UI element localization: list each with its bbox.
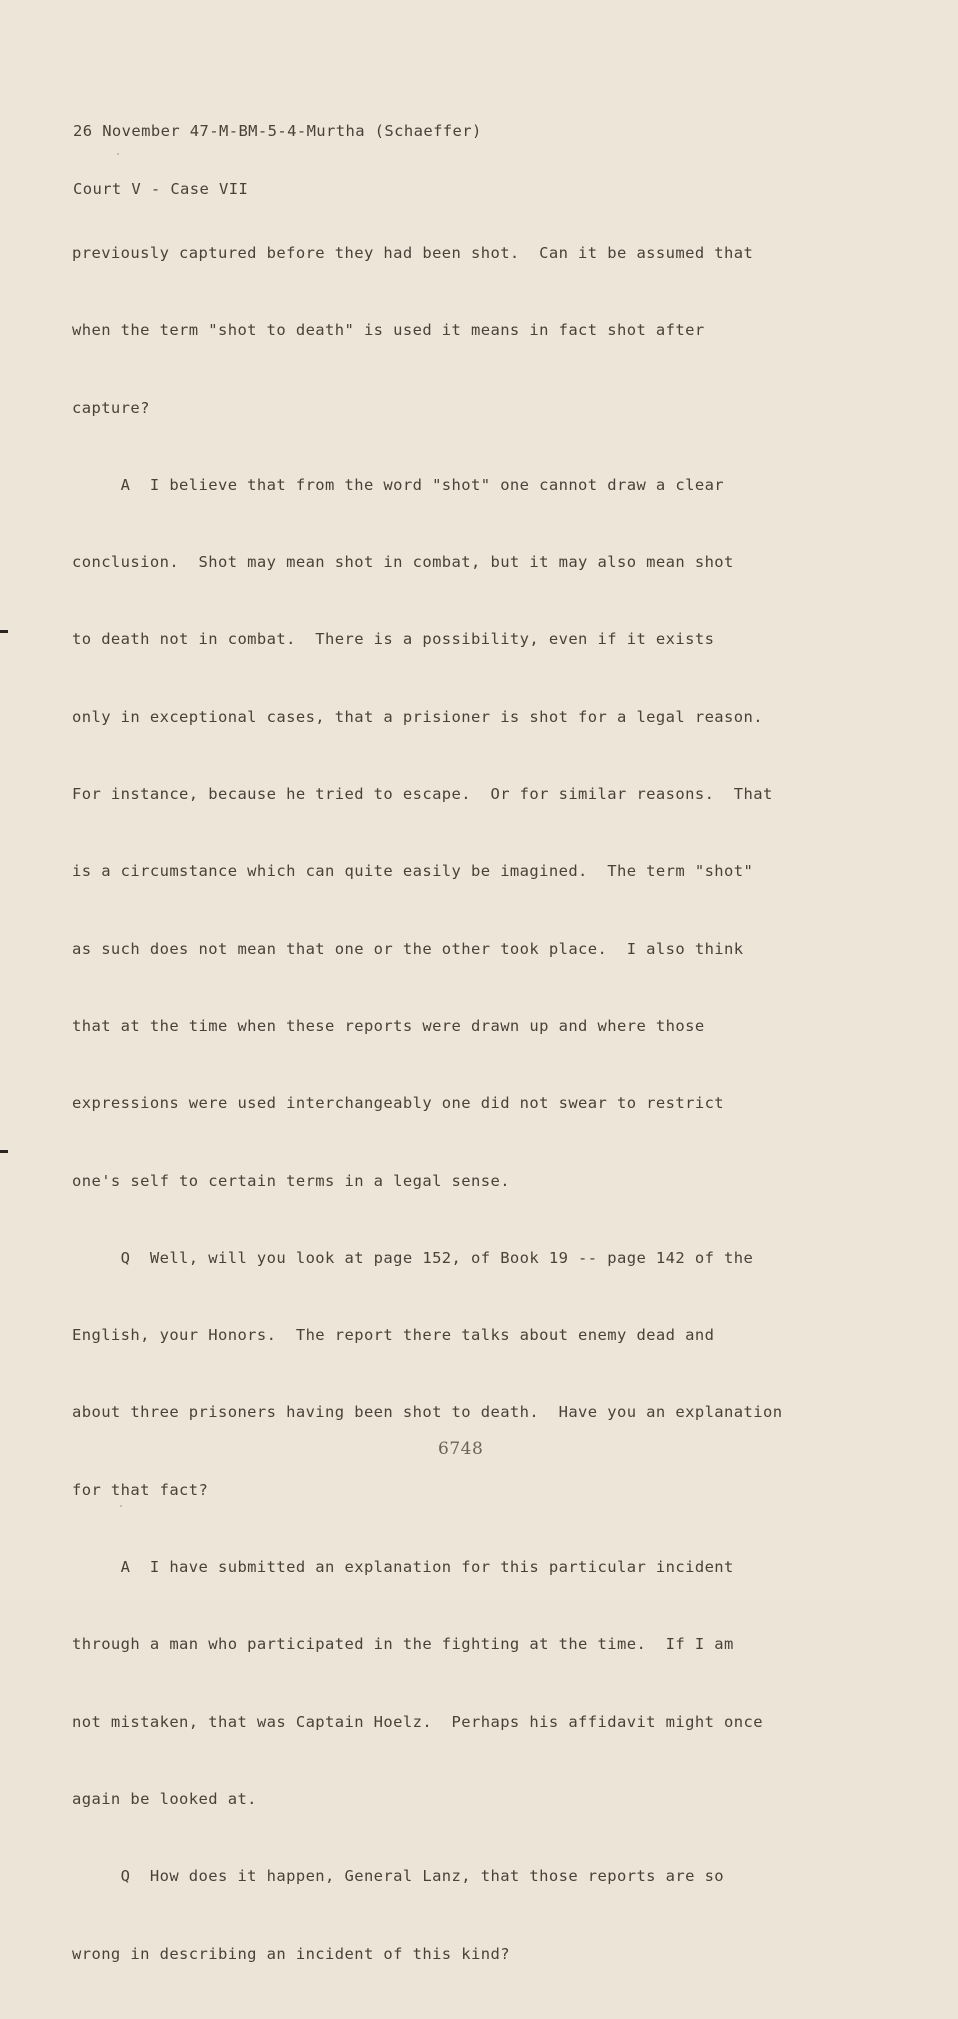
text-line: as such does not mean that one or the other took place. I also think [72, 939, 744, 958]
text-line: expressions were used interchangeably one did not swear to restrict [72, 1094, 725, 1113]
text-line: not mistaken, that was Captain Hoelz. Perhaps his affidavit might once [72, 1712, 763, 1731]
text-line: English, your Honors. The report there talks about enemy dead and [72, 1326, 715, 1345]
text-line: Q Well, will you look at page 152, of Book 19 -- page 142 of the [72, 1248, 754, 1267]
text-line: for that fact? [72, 1480, 209, 1499]
text-line: A I believe that from the word "shot" one cannot draw a clear [72, 475, 725, 494]
text-line: Q How does it happen, General Lanz, that those reports are so [72, 1867, 725, 1886]
text-line: about three prisoners having been shot to death. Have you an explanation [72, 1403, 783, 1422]
text-line: A I have submitted an explanation for this particular incident [72, 1558, 734, 1577]
text-line: when the term "shot to death" is used it means in fact shot after [72, 321, 705, 340]
header-line-court-case: Court V - Case VII [73, 180, 249, 198]
text-line: previously captured before they had been shot. Can it be assumed that [72, 244, 754, 262]
text-line: is a circumstance which can quite easily be imagined. The term "shot" [72, 862, 754, 881]
binding-mark [0, 1150, 8, 1153]
header-line-transcript-id: 26 November 47-M-BM-5-4-Murtha (Schaeffer) [73, 122, 482, 140]
text-line: one's self to certain terms in a legal sense. [72, 1171, 510, 1190]
text-line: capture? [72, 398, 150, 417]
text-line: again be looked at. [72, 1789, 257, 1808]
text-line: wrong in describing an incident of this kind? [72, 1944, 510, 1963]
text-line: For instance, because he tried to escape. Or for similar reasons. That [72, 785, 773, 804]
text-line: to death not in combat. There is a possibility, even if it exists [72, 630, 715, 649]
text-line: that at the time when these reports were drawn up and where those [72, 1016, 705, 1035]
text-line: only in exceptional cases, that a prisioner is shot for a legal reason. [72, 707, 763, 726]
page-number: 6748 [438, 1439, 484, 1459]
binding-mark [0, 630, 8, 633]
text-line: through a man who participated in the fighting at the time. If I am [72, 1635, 734, 1654]
testimony-body [72, 205, 782, 2019]
text-line: conclusion. Shot may mean shot in combat, but it may also mean shot [72, 553, 734, 572]
